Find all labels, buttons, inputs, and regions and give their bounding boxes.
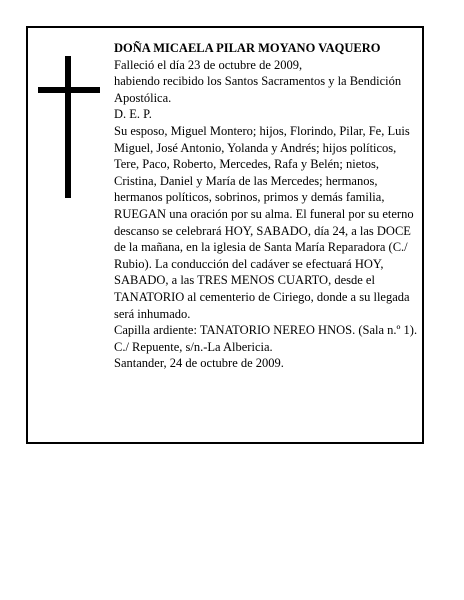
chapel-paragraph: Capilla ardiente: TANATORIO NEREO HNOS. (Sala n.º 1). C./ Repuente, s/n.-La Albericia. xyxy=(114,323,418,354)
funeral-details: una oración por su alma. El funeral por su eterno descanso se celebrará HOY, SABADO, día 24, a las DOCE de la mañana, en la iglesia de Santa María Reparadora (C./ Rubio). La conducción del cadáver se efectuará HOY, SABADO, a las TRES MENOS CUARTO, desde el TANATORIO al cementerio de Ciriego, donde a su llegada será inhumado. xyxy=(114,206,414,321)
rip-line: D. E. P. xyxy=(114,107,152,122)
cross-icon xyxy=(38,56,100,198)
deceased-name: DOÑA MICAELA PILAR MOYANO VAQUERO xyxy=(114,41,381,55)
sacraments-line: habiendo recibido los Santos Sacramentos y la Bendición Apostólica. xyxy=(114,74,402,105)
ruegan-word: RUEGAN xyxy=(114,206,167,221)
place-date-line: Santander, 24 de octubre de 2009. xyxy=(114,356,284,371)
death-date-line: Falleció el día 23 de octubre de 2009, xyxy=(114,57,303,72)
cross-horizontal-bar xyxy=(38,87,100,93)
notice-text xyxy=(114,40,422,372)
family-paragraph: Su esposo, Miguel Montero; hijos, Florindo, Pilar, Fe, Luis Miguel, José Antonio, Yolanda y Andrés; hijos políticos, Tere, Paco, Roberto, Mercedes, Rafa y Belén; nietos, Cristina, Daniel y María de las Mercedes; hermanos, hermanos políticos, sobrinos, primos y demás familia, xyxy=(114,123,410,205)
funeral-paragraph xyxy=(114,206,422,322)
obituary-notice xyxy=(26,26,424,444)
cross-vertical-bar xyxy=(65,56,71,198)
